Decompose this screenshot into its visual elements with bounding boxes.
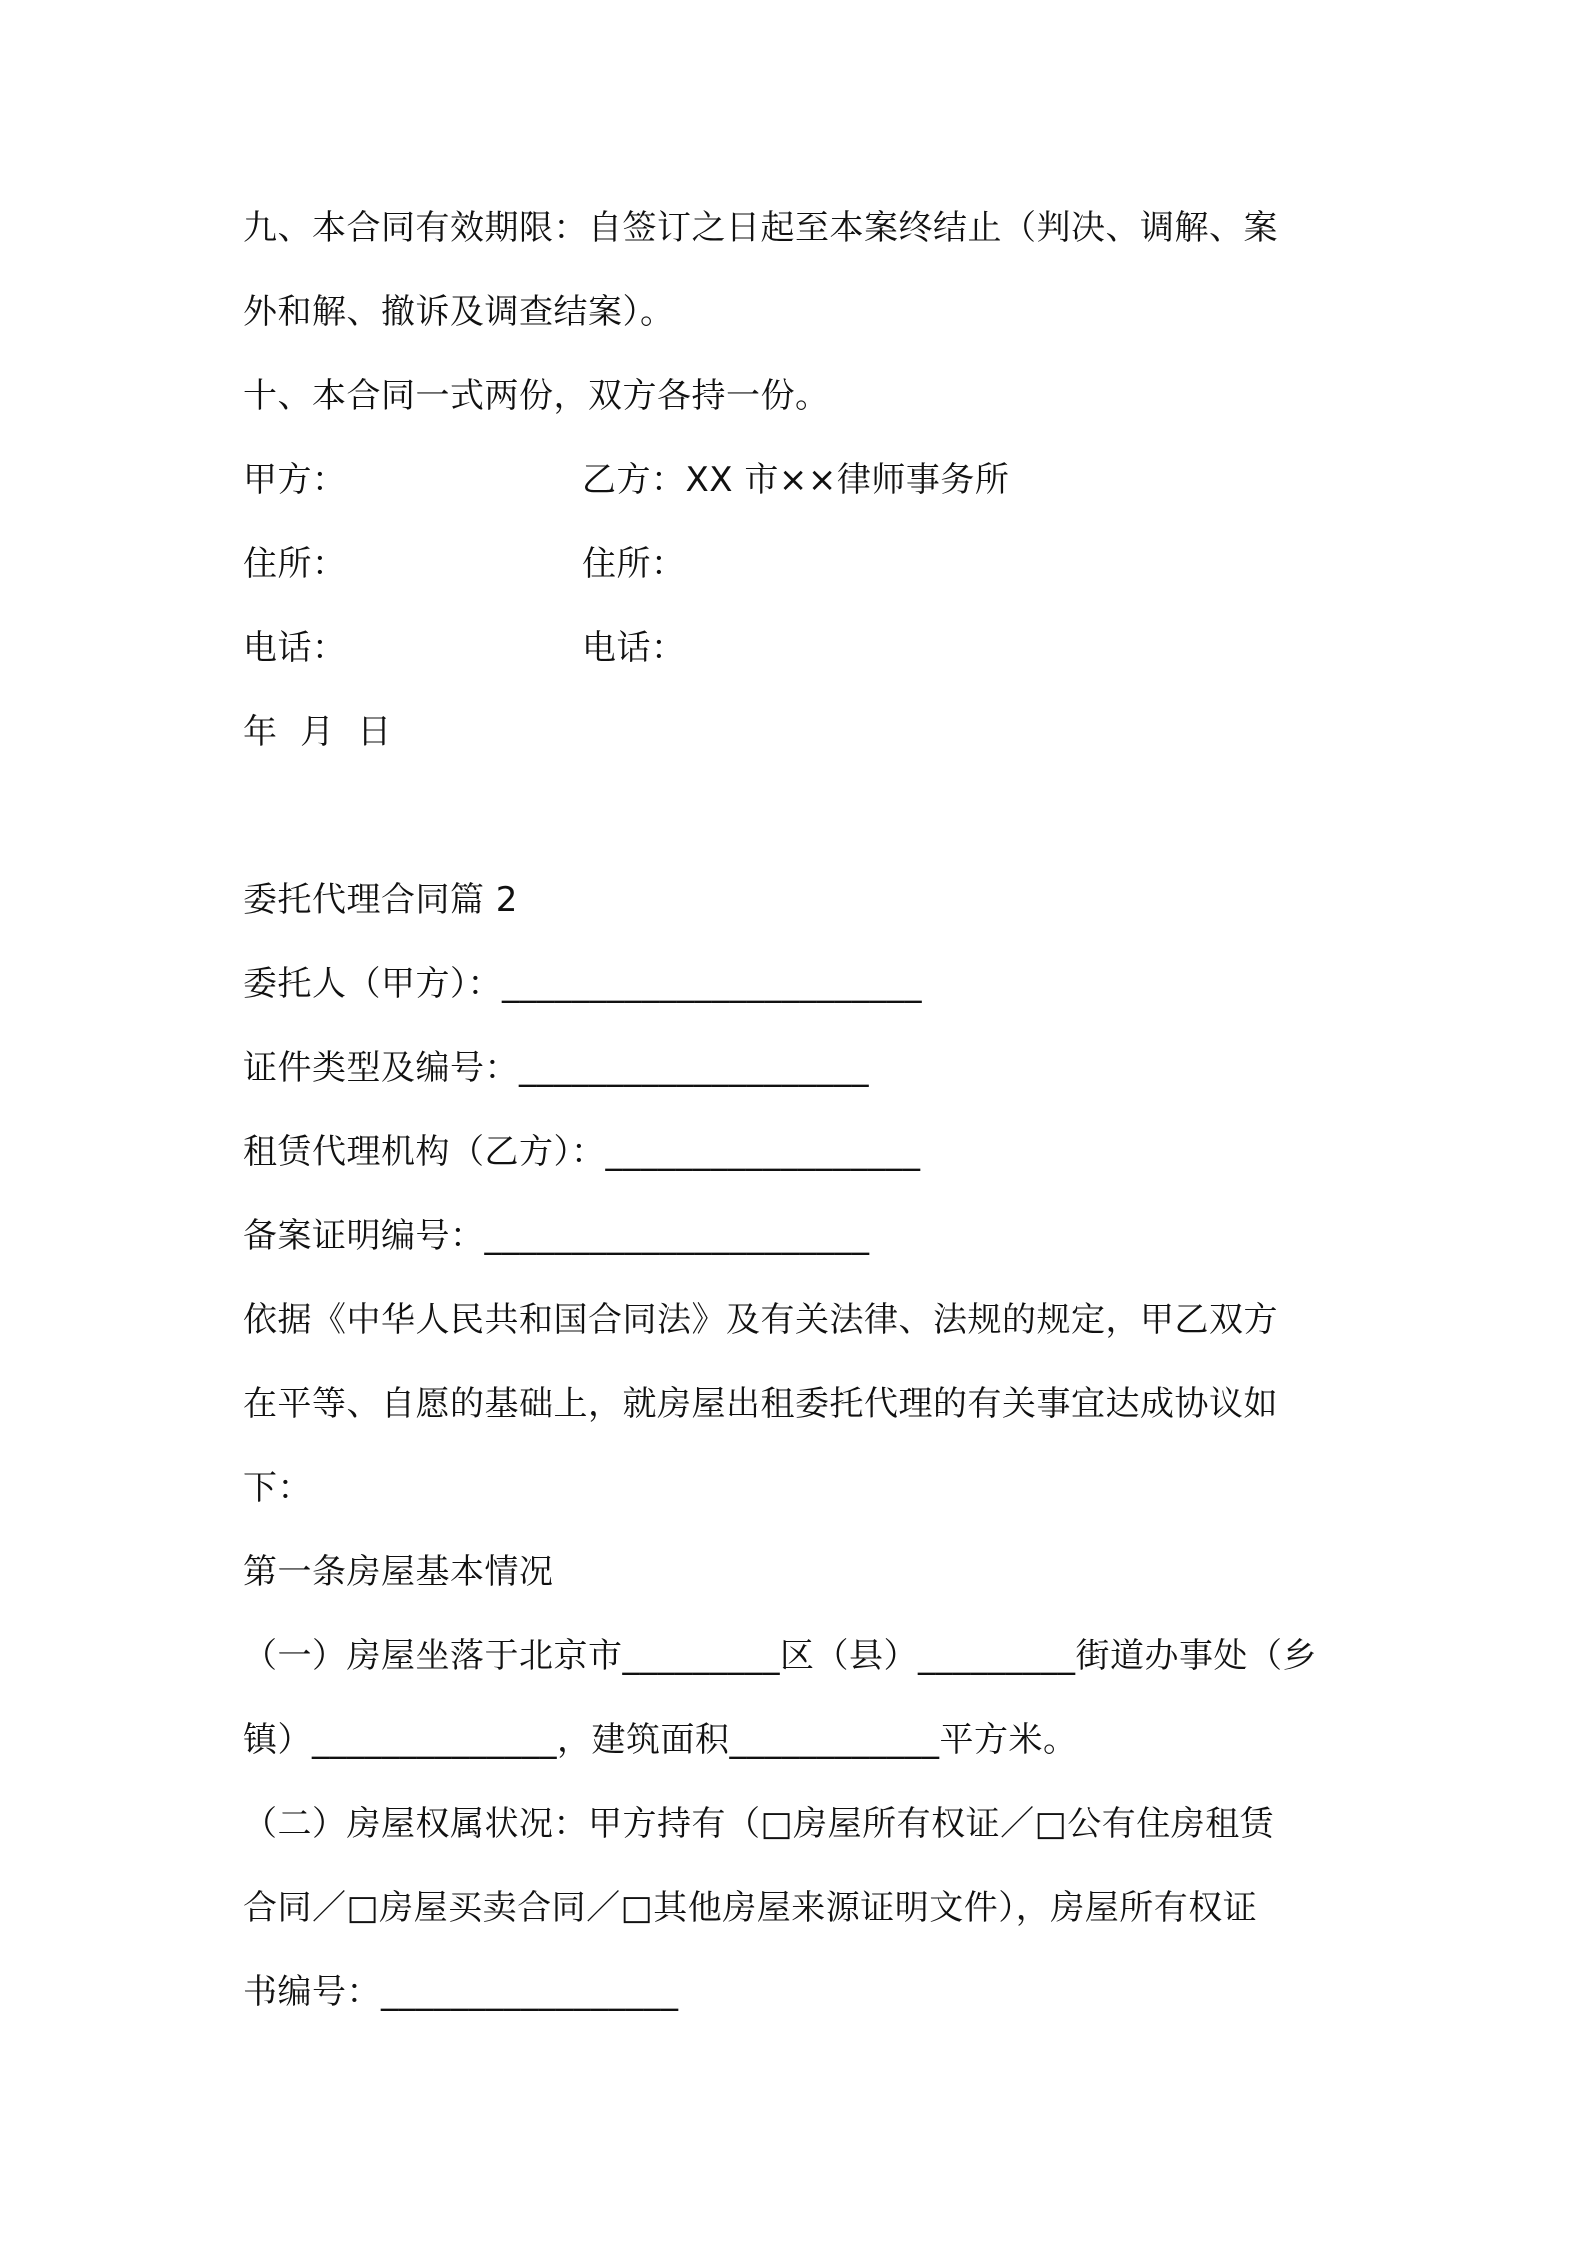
intro-line-3: 下： xyxy=(243,1468,312,1508)
principal-field: 委托人（甲方）：________________________ xyxy=(243,964,922,1004)
party-b-label: 乙方：XX 市××律师事务所 xyxy=(582,460,1010,500)
clause-9-line-2: 外和解、撤诉及调查结案）。 xyxy=(243,292,675,332)
item-1-line-2: 镇）______________，建筑面积____________平方米。 xyxy=(243,1720,1078,1760)
party-a-address: 住所： xyxy=(243,544,347,584)
clause-10: 十、本合同一式两份，双方各持一份。 xyxy=(243,376,830,416)
section-2-title: 委托代理合同篇 2 xyxy=(243,880,518,920)
clause-9-line-1: 九、本合同有效期限：自签订之日起至本案终结止（判决、调解、案 xyxy=(243,208,1278,248)
party-b-address: 住所： xyxy=(582,544,686,584)
item-2-line-2: 合同／□房屋买卖合同／□其他房屋来源证明文件），房屋所有权证 xyxy=(243,1888,1258,1928)
item-1-line-1: （一）房屋坐落于北京市_________区（县）_________街道办事处（乡 xyxy=(243,1636,1317,1676)
party-a-label: 甲方： xyxy=(243,460,347,500)
party-b-phone: 电话： xyxy=(582,628,686,668)
item-2-line-3: 书编号：_________________ xyxy=(243,1972,679,2012)
date-line: 年 月 日 xyxy=(243,712,392,752)
intro-line-2: 在平等、自愿的基础上，就房屋出租委托代理的有关事宜达成协议如 xyxy=(243,1384,1278,1424)
agency-field: 租赁代理机构（乙方）：__________________ xyxy=(243,1132,921,1172)
item-2-line-1: （二）房屋权属状况：甲方持有（□房屋所有权证／□公有住房租赁 xyxy=(243,1804,1275,1844)
article-1-title: 第一条房屋基本情况 xyxy=(243,1552,554,1592)
intro-line-1: 依据《中华人民共和国合同法》及有关法律、法规的规定，甲乙双方 xyxy=(243,1300,1278,1340)
party-a-phone: 电话： xyxy=(243,628,347,668)
id-type-field: 证件类型及编号：____________________ xyxy=(243,1048,869,1088)
record-number-field: 备案证明编号：______________________ xyxy=(243,1216,870,1256)
